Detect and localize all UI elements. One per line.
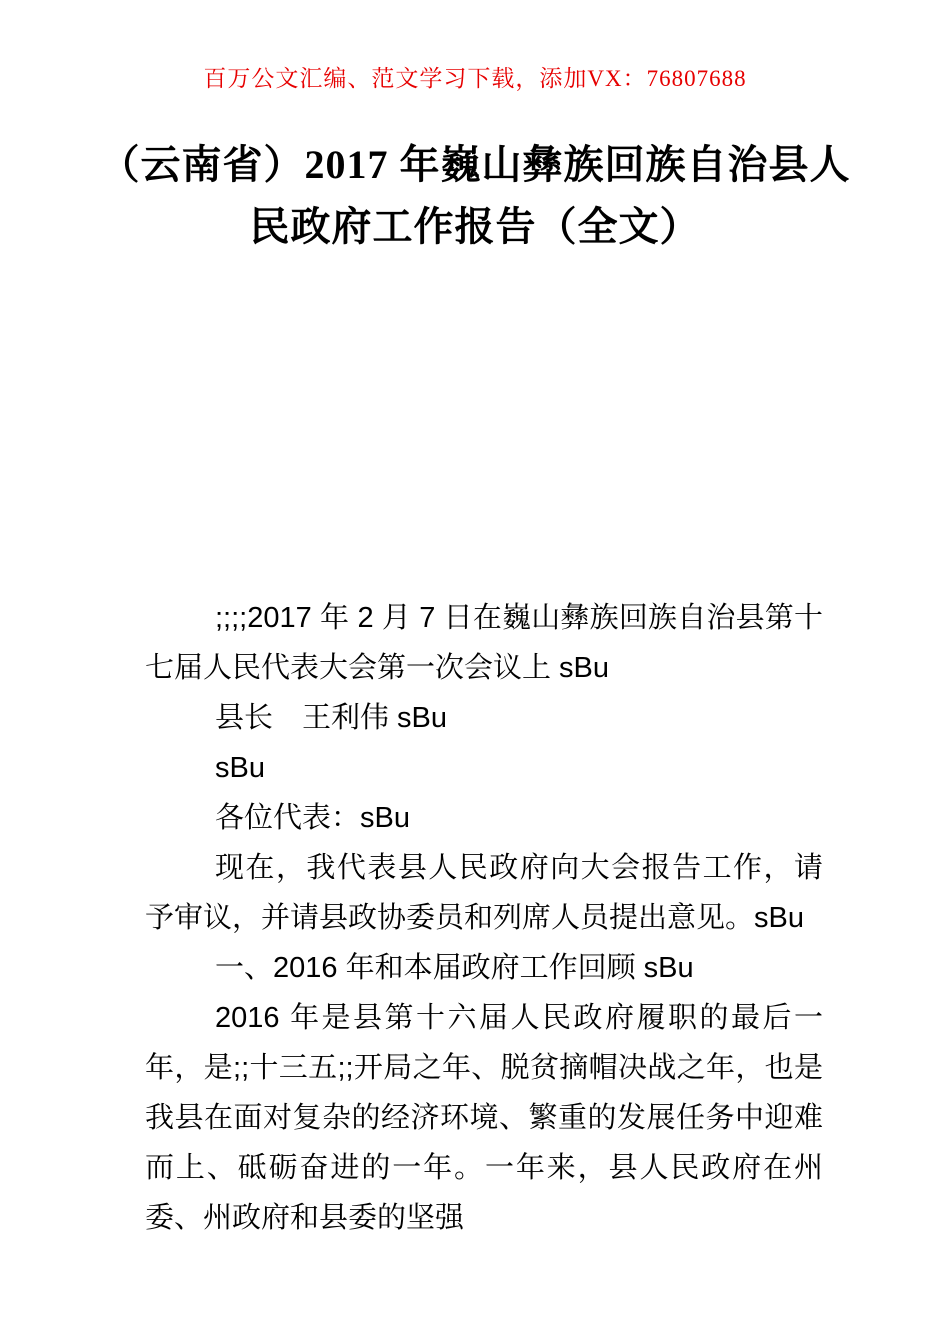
title-line-1: （云南省）2017 年巍山彝族回族自治县人 [99, 142, 851, 187]
paragraph-meeting-session: ;;;;2017 年 2 月 7 日在巍山彝族回族自治县第十七届人民代表大会第一次会议上 sBu [145, 602, 823, 684]
paragraph-salutation: 各位代表：sBu [215, 802, 410, 834]
document-body [145, 593, 823, 1243]
paragraph-section-heading: 一、2016 年和本届政府工作回顾 sBu [215, 952, 694, 984]
paragraph-review-opening: 2016 年是县第十六届人民政府履职的最后一年，是;;十三五;;开局之年、脱贫摘帽决战之年，也是我县在面对复杂的经济环境、繁重的发展任务中迎难而上、砥砺奋进的一年。一年来，县人民政府在州委、州政府和县委的坚强 [145, 1002, 823, 1234]
paragraph-sbu-artifact: sBu [215, 752, 265, 784]
watermark-notice: 百万公文汇编、范文学习下载，添加VX：76807688 [203, 66, 747, 91]
document-title [70, 134, 880, 258]
paragraph-mayor-name: 县长 王利伟 sBu [215, 702, 448, 734]
title-line-2: 民政府工作报告（全文） [249, 204, 701, 249]
paragraph-report-intro: 现在，我代表县人民政府向大会报告工作，请予审议，并请县政协委员和列席人员提出意见。sBu [145, 852, 823, 934]
